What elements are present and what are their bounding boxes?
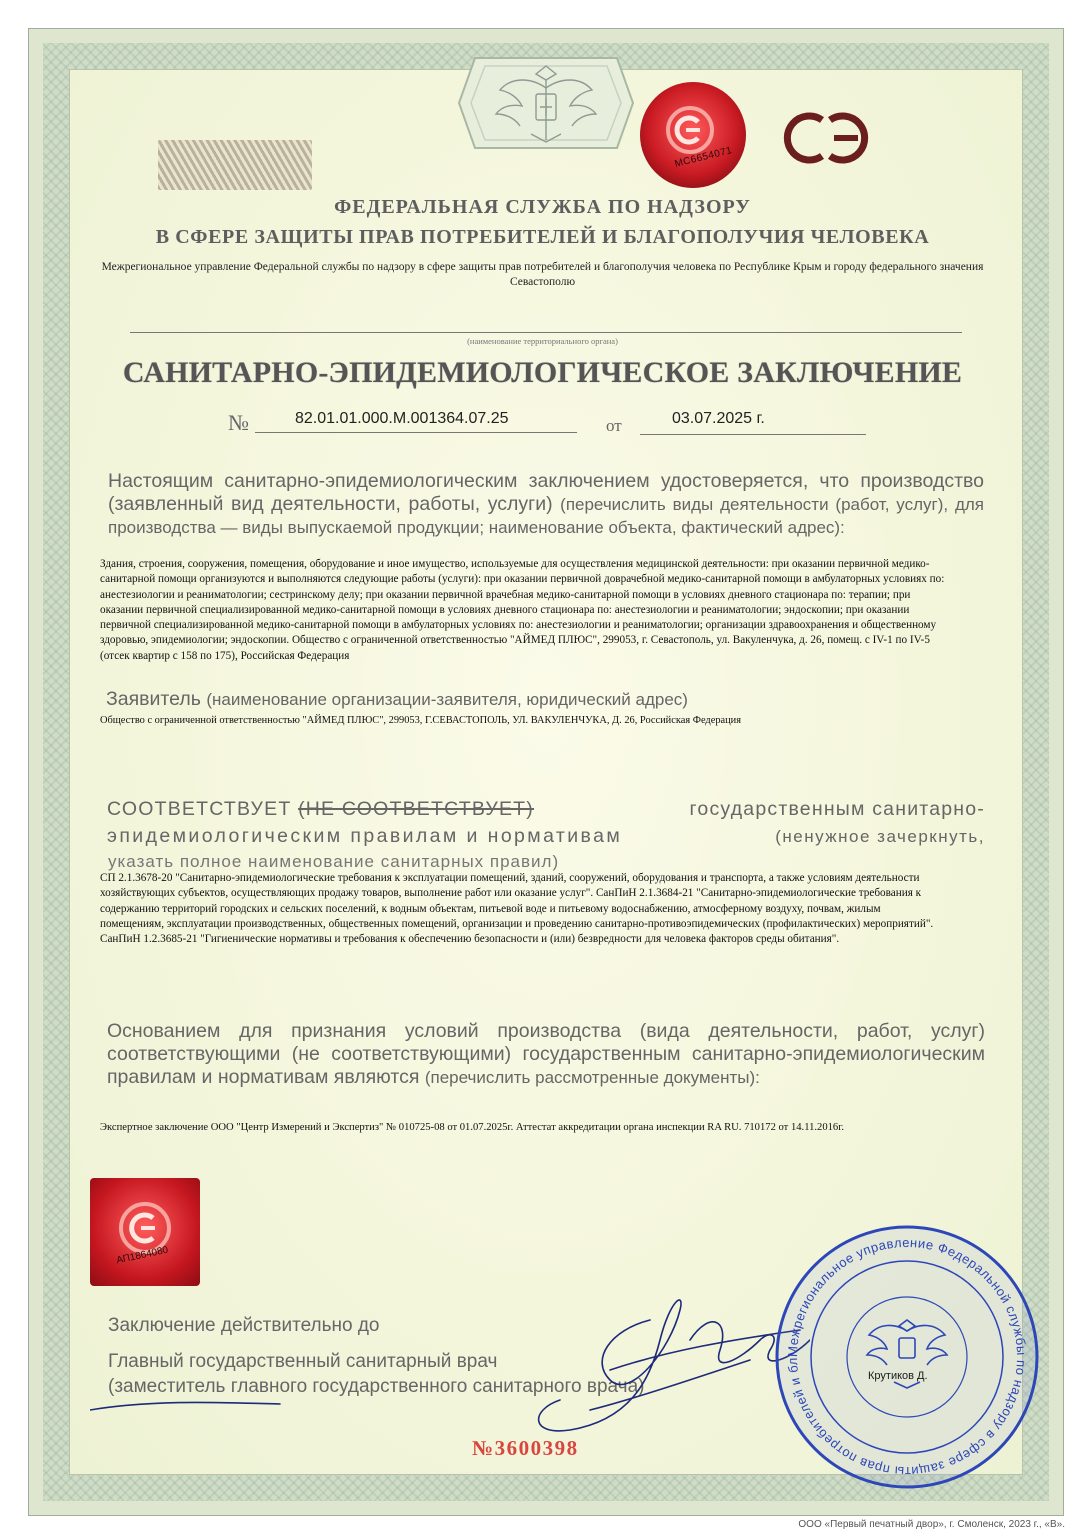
blank-serial-number: №3600398 (472, 1436, 579, 1460)
basis-block (107, 1020, 985, 1089)
signer-title-line1: Главный государственный санитарный врач (108, 1351, 498, 1372)
document-number: 82.01.01.000.М.001364.07.25 (295, 410, 509, 427)
sanitary-rules-text: СП 2.1.3678-20 "Санитарно-эпидемиологические требования к эксплуатации помещений, зданий, сооружений, оборудования и транспорта, а также условиям деятельности хозяйствующих субъектов, осуществляющих продажу товаров, выполнение работ или оказание услуг". СанПиН 2.1.3684-21 "Санитарно-эпидемиологические требования к содержанию территорий городских и сельских поселений, к водным объектам, питьевой воде и питьевому водоснабжению, атмосферному воздуху, почвам, жилым помещениям, эксплуатации производственных, общественных помещений, организации и проведению санитарно-противоэпидемических (профилактических) мероприятий". СанПиН 1.2.3685-21 "Гигиенические нормативы и требования к обеспечению безопасности и (или) безвредности для человека факторов среды обитания". (100, 872, 934, 946)
official-seal-icon (772, 1222, 1042, 1492)
conformity-hint-line3: указать полное наименование санитарных правил) (108, 852, 560, 871)
basis-value: Экспертное заключение ООО "Центр Измерений и Экспертиз" № 010725-08 от 01.07.2025г. Аттестат аккредитации органа инспекции RA RU. 710172 от 14.11.2016г. (100, 1122, 845, 1133)
printer-imprint: ООО «Первый печатный двор», г. Смоленск, 2023 г., «В». (798, 1519, 1065, 1530)
conformity-logo-icon (778, 110, 874, 166)
territorial-caption: (наименование территориального органа) (467, 336, 618, 346)
applicant-value: Общество с ограниченной ответственностью "АЙМЕД ПЛЮС", 299053, Г.СЕВАСТОПОЛЬ, УЛ. ВАКУЛЕНЧУКА, Д. 26, Российская Федерация (100, 715, 742, 726)
number-label: № (228, 410, 249, 435)
date-label: от (606, 416, 622, 435)
seal-text: Межрегиональное управление Федеральной службы по надзору в сфере защиты прав потребителей и бл (784, 1234, 1030, 1480)
certifies-lead: Настоящим санитарно-эпидемиологическим заключением удостоверяется, что производство (заявленный вид деятельности, работы, услуги) (108, 470, 984, 515)
document-title: САНИТАРНО-ЭПИДЕМИОЛОГИЧЕСКОЕ ЗАКЛЮЧЕНИЕ (122, 356, 963, 389)
security-pattern-strip (158, 140, 312, 190)
certifies-block (108, 470, 984, 539)
number-underline (255, 432, 577, 433)
not-complies-label: (НЕ СООТВЕТСТВУЕТ) (298, 798, 534, 820)
certified-object-text: Здания, строения, сооружения, помещения, оборудование и иное имущество, используемые для осуществления медицинской деятельности: при оказании первичной медико-санитарной помощи организуются и выполняются следующие работы (услуги): при оказании первичной доврачебной медико-санитарной помощи в амбулаторных условиях по: анестезиологии и реаниматологии; сестринскому делу; при оказании первичной врачебная медико-санитарной помощи в условиях дневного стационара по: терапии; при оказании первичной специализированной медико-санитарной помощи в условиях дневного стационара по: анестезиологии и реаниматологии; эндоскопии; при оказании первичной специализированной медико-санитарной помощи в амбулаторных условиях по: анестезиологии и реаниматологии; организации здравоохранения и общественному здоровью, эпидемиологии; эндоскопии. Общество с ограниченной ответственностью "АЙМЕД ПЛЮС", 299053, г. Севастополь, ул. Вакуленчука, д. 26, помещ. с IV-1 по IV-5 (отсек квартир с 158 по 175), Российская Федерация (100, 558, 945, 662)
territorial-line (130, 332, 962, 333)
applicant-hint: (наименование организации-заявителя, юридический адрес) (206, 690, 688, 709)
document-date: 03.07.2025 г. (672, 410, 765, 427)
conformity-line2 (107, 825, 985, 848)
complies-label: СООТВЕТСТВУЕТ (107, 798, 292, 820)
signer-name: Крутиков Д. (868, 1370, 928, 1382)
territorial-body: Межрегиональное управление Федеральной службы по надзору в сфере защиты прав потребителей и благополучия человека по Республике Крым и городу федерального значения Севастополю (101, 261, 984, 288)
applicant-block (106, 688, 688, 711)
date-underline (640, 434, 866, 435)
hologram-sticker-top (638, 80, 748, 190)
agency-title-line2: В СФЕРЕ ЗАЩИТЫ ПРАВ ПОТРЕБИТЕЛЕЙ И БЛАГОПОЛУЧИЯ ЧЕЛОВЕКА (155, 226, 930, 248)
validity-label: Заключение действительно до (108, 1315, 380, 1336)
signer-title-line2: (заместитель главного государственного санитарного врача) (108, 1376, 645, 1397)
hologram-sticker-bottom (90, 1178, 200, 1286)
emblem-icon (455, 38, 637, 168)
basis-lead: Основанием для признания условий производства (вида деятельности, работ, услуг) соответствующими (не соответствующими) государственным санитарно-эпидемиологическим правилам и нормативам являются (107, 1020, 985, 1088)
applicant-label: Заявитель (106, 688, 201, 710)
hologram-number-bottom: АП1864080 (115, 1244, 170, 1267)
conformity-hint: (ненужное зачеркнуть, (775, 827, 985, 846)
hologram-number: MC6654071 (673, 145, 734, 170)
basis-hint: (перечислить рассмотренные документы): (424, 1068, 760, 1087)
conformity-rest-line1: государственным санитарно- (689, 798, 985, 820)
signature-icon (90, 1280, 810, 1460)
certifies-hint: (перечислить виды деятельности (работ, услуг), для производства — виды выпускаемой продукции; наименование объекта, фактический адрес): (108, 495, 984, 537)
conformity-rest-line2: эпидемиологическим правилам и нормативам (107, 825, 623, 847)
agency-title-line1: ФЕДЕРАЛЬНАЯ СЛУЖБА ПО НАДЗОРУ (334, 196, 751, 218)
conformity-line1 (107, 798, 985, 821)
